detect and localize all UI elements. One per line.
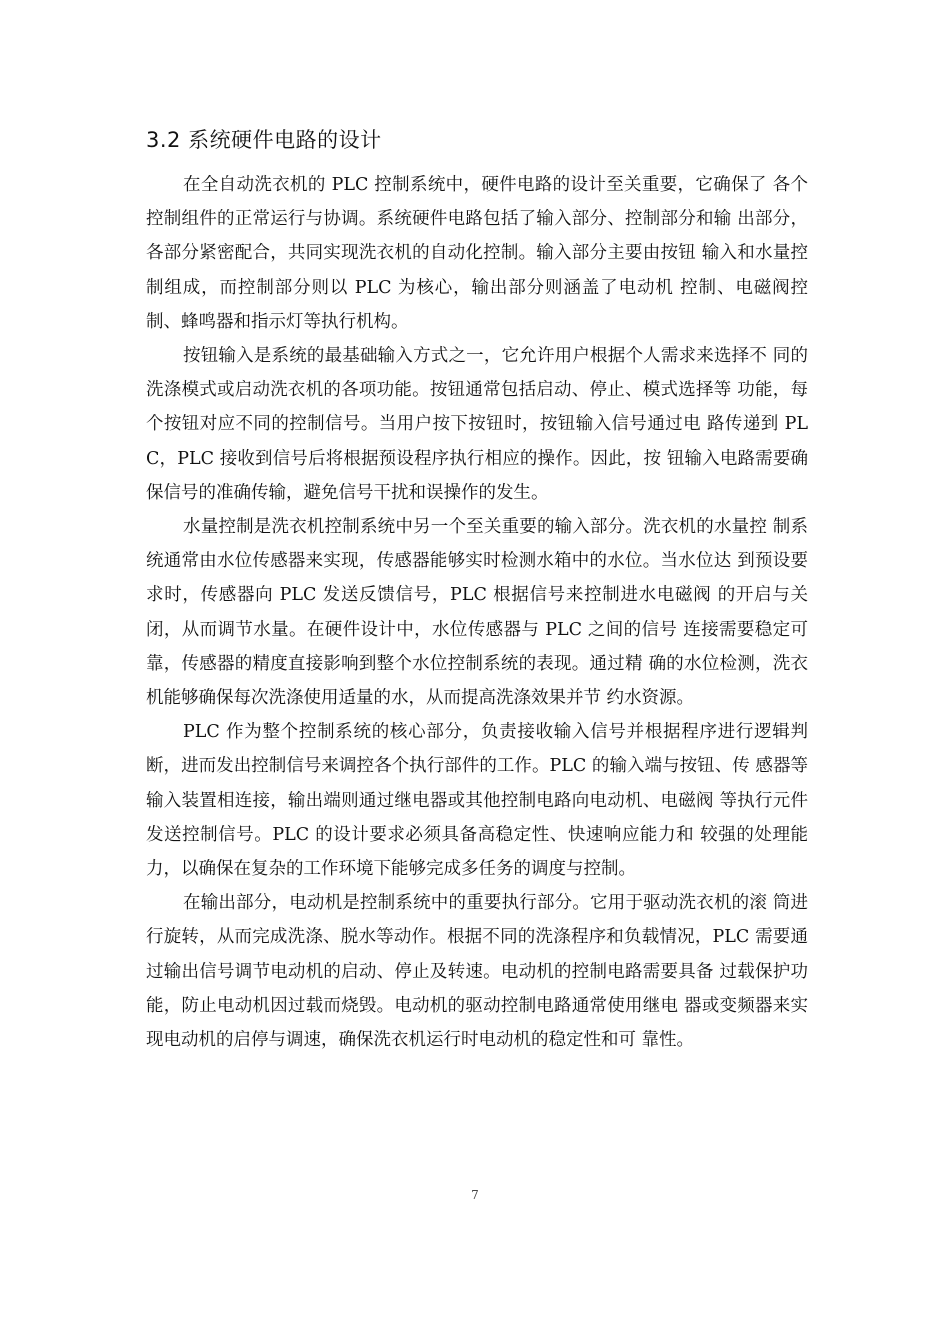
section-heading: 3.2 系统硬件电路的设计 <box>146 128 382 152</box>
paragraph-water-level: 水量控制是洗衣机控制系统中另一个至关重要的输入部分。洗衣机的水量控 制系统通常由水位传感器来实现，传感器能够实时检测水箱中的水位。当水位达 到预设要求时，传感器向 PLC 发送反馈信号，PLC 根据信号来控制进水电磁阀 的开启与关闭，从而调节水量。在硬件设计中，水位传感器与 PLC 之间的信号 连接需要稳定可靠，传感器的精度直接影响到整个水位控制系统的表现。通过精 确的水位检测，洗衣机能够确保每次洗涤使用适量的水，从而提高洗涤效果并节 约水资源。 <box>146 517 808 709</box>
page-number: 7 <box>471 1188 479 1202</box>
paragraph-button-input: 按钮输入是系统的最基础输入方式之一，它允许用户根据个人需求来选择不 同的洗涤模式或启动洗衣机的各项功能。按钮通常包括启动、停止、模式选择等 功能，每个按钮对应不同的控制信号。当用户按下按钮时，按钮输入信号通过电 路传递到 PLC，PLC 接收到信号后将根据预设程序执行相应的操作。因此，按 钮输入电路需要确保信号的准确传输，避免信号干扰和误操作的发生。 <box>146 346 808 503</box>
paragraph-plc-core: PLC 作为整个控制系统的核心部分，负责接收输入信号并根据程序进行逻辑判断，进而发出控制信号来调控各个执行部件的工作。PLC 的输入端与按钮、传 感器等输入装置相连接，输出端则通过继电器或其他控制电路向电动机、电磁阀 等执行元件发送控制信号。PLC 的设计要求必须具备高稳定性、快速响应能力和 较强的处理能力，以确保在复杂的工作环境下能够完成多任务的调度与控制。 <box>146 722 808 880</box>
paragraph-overview: 在全自动洗衣机的 PLC 控制系统中，硬件电路的设计至关重要，它确保了 各个控制组件的正常运行与协调。系统硬件电路包括了输入部分、控制部分和输 出部分，各部分紧密配合，共同实现洗衣机的自动化控制。输入部分主要由按钮 输入和水量控制组成，而控制部分则以 PLC 为核心，输出部分则涵盖了电动机 控制、电磁阀控制、蜂鸣器和指示灯等执行机构。 <box>146 175 808 332</box>
section-body <box>146 168 808 1057</box>
paragraph-output-motor: 在输出部分，电动机是控制系统中的重要执行部分。它用于驱动洗衣机的滚 筒进行旋转，从而完成洗涤、脱水等动作。根据不同的洗涤程序和负载情况，PLC 需要通过输出信号调节电动机的启动、停止及转速。电动机的控制电路需要具备 过载保护功能，防止电动机因过载而烧毁。电动机的驱动控制电路通常使用继电 器或变频器来实现电动机的启停与调速，确保洗衣机运行时电动机的稳定性和可 靠性。 <box>146 893 808 1051</box>
